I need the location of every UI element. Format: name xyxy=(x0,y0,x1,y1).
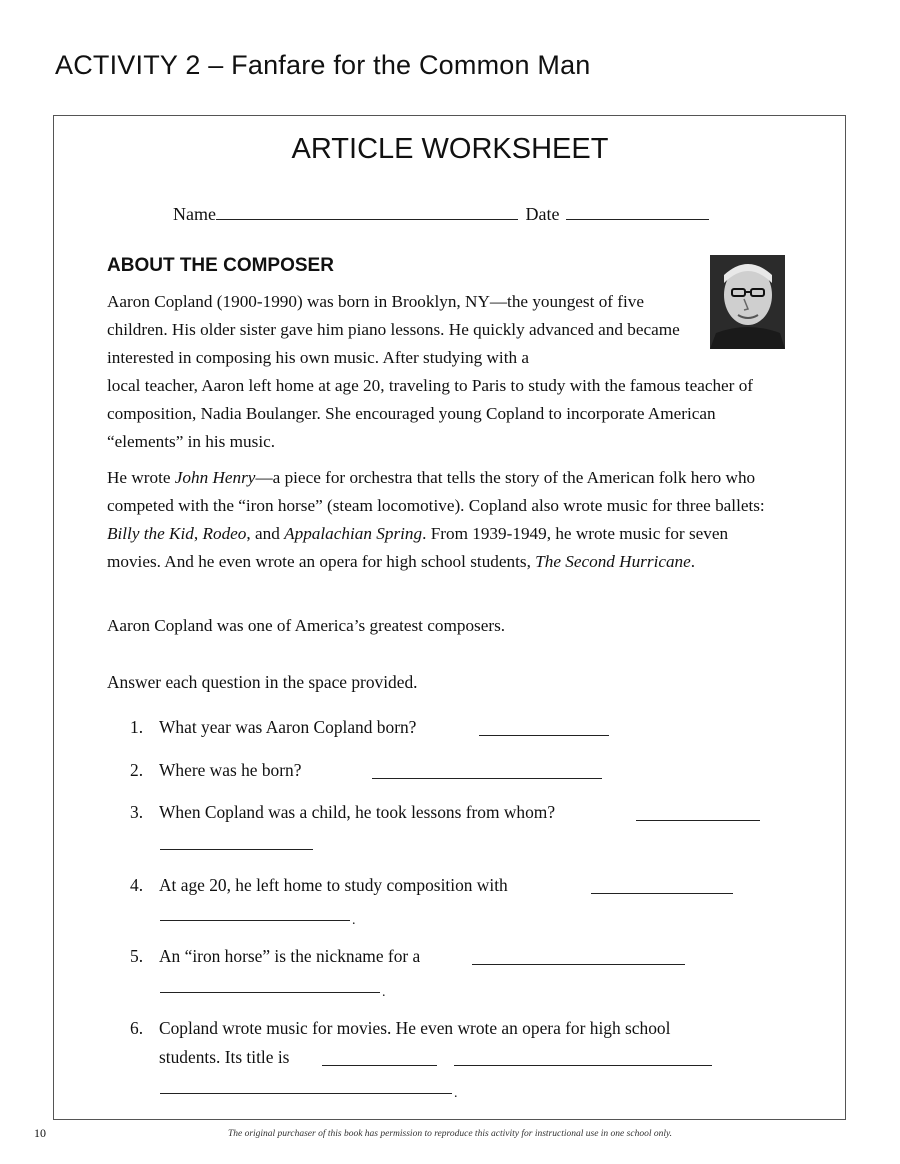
composer-paragraph-1 xyxy=(107,288,777,456)
period-mark: . xyxy=(352,913,356,928)
question-number: 4. xyxy=(130,875,144,895)
question-number: 6. xyxy=(130,1018,144,1038)
worksheet-title: ARTICLE WORKSHEET xyxy=(291,133,609,165)
title-rodeo: Rodeo xyxy=(202,524,247,543)
question-text: What year was Aaron Copland born? xyxy=(159,717,417,737)
instructions: Answer each question in the space provided. xyxy=(107,672,418,692)
question-number: 5. xyxy=(130,946,144,966)
question-text: An “iron horse” is the nickname for a xyxy=(159,946,421,966)
p2-text: —a piece for orchestra that tells the story of the American folk hero who competed with the “iron horse” (steam locomotive). Copland also wrote music for three ballets: xyxy=(107,468,765,515)
title-billy-the-kid: Billy the Kid xyxy=(107,524,194,543)
question-text: Copland wrote music for movies. He even wrote an opera for high school xyxy=(159,1018,671,1038)
answer-line-2[interactable] xyxy=(372,778,602,779)
answer-line-5b[interactable] xyxy=(160,992,380,993)
period-mark: . xyxy=(382,985,386,1000)
paragraph-1-lines: Aaron Copland (1900-1990) was born in Brooklyn, NY—the youngest of five children. His older sister gave him piano lessons. He quickly advanced and became interested in composing his own music. After studying with a xyxy=(107,292,680,367)
page-number: 10 xyxy=(34,1126,46,1140)
p2-text: He wrote xyxy=(107,468,175,487)
question-number: 2. xyxy=(130,760,144,780)
title-second-hurricane: The Second Hurricane xyxy=(535,552,691,571)
answer-line-5a[interactable] xyxy=(472,964,685,965)
p2-text: . From 1939-1949, he wrote music for seven movies. And he even wrote an opera for high school students, xyxy=(107,524,729,571)
answer-line-4b[interactable] xyxy=(160,920,350,921)
period-mark: . xyxy=(454,1086,458,1101)
question-text: At age 20, he left home to study composition with xyxy=(159,875,508,895)
date-field[interactable] xyxy=(566,203,709,220)
answer-line-6c[interactable] xyxy=(160,1093,452,1094)
p2-text: . xyxy=(690,552,696,571)
name-field[interactable] xyxy=(216,203,518,220)
composer-paragraph-2 xyxy=(107,464,777,576)
title-appalachian-spring: Appalachian Spring xyxy=(284,524,423,543)
answer-line-6a[interactable] xyxy=(322,1065,437,1066)
p2-text: , and xyxy=(246,524,285,543)
copyright-note: The original purchaser of this book has permission to reproduce this activity for instructional use in one school only. xyxy=(227,1129,673,1139)
name-date-row xyxy=(173,203,709,225)
question-text: Where was he born? xyxy=(159,760,302,780)
answer-line-3b[interactable] xyxy=(160,849,313,850)
paragraph-1-continued: local teacher, Aaron left home at age 20, traveling to Paris to study with the famous teacher of composition, Nadia Boulanger. She encouraged young Copland to incorporate American “elements” in his music. xyxy=(107,376,754,451)
question-text-line-2: students. Its title is xyxy=(159,1047,290,1067)
question-number: 3. xyxy=(130,802,144,822)
question-number: 1. xyxy=(130,717,144,737)
composer-paragraph-3: Aaron Copland was one of America’s greatest composers. xyxy=(107,616,506,635)
answer-line-3a[interactable] xyxy=(636,820,760,821)
question-text: When Copland was a child, he took lessons from whom? xyxy=(159,802,556,822)
answer-line-1[interactable] xyxy=(479,735,609,736)
name-label: Name xyxy=(173,204,216,224)
date-label: Date xyxy=(525,204,560,224)
section-heading: ABOUT THE COMPOSER xyxy=(107,255,334,276)
p2-text: , xyxy=(193,524,203,543)
answer-line-4a[interactable] xyxy=(591,893,733,894)
title-john-henry: John Henry xyxy=(174,468,256,487)
activity-title: ACTIVITY 2 – Fanfare for the Common Man xyxy=(55,50,591,80)
answer-line-6b[interactable] xyxy=(454,1065,712,1066)
